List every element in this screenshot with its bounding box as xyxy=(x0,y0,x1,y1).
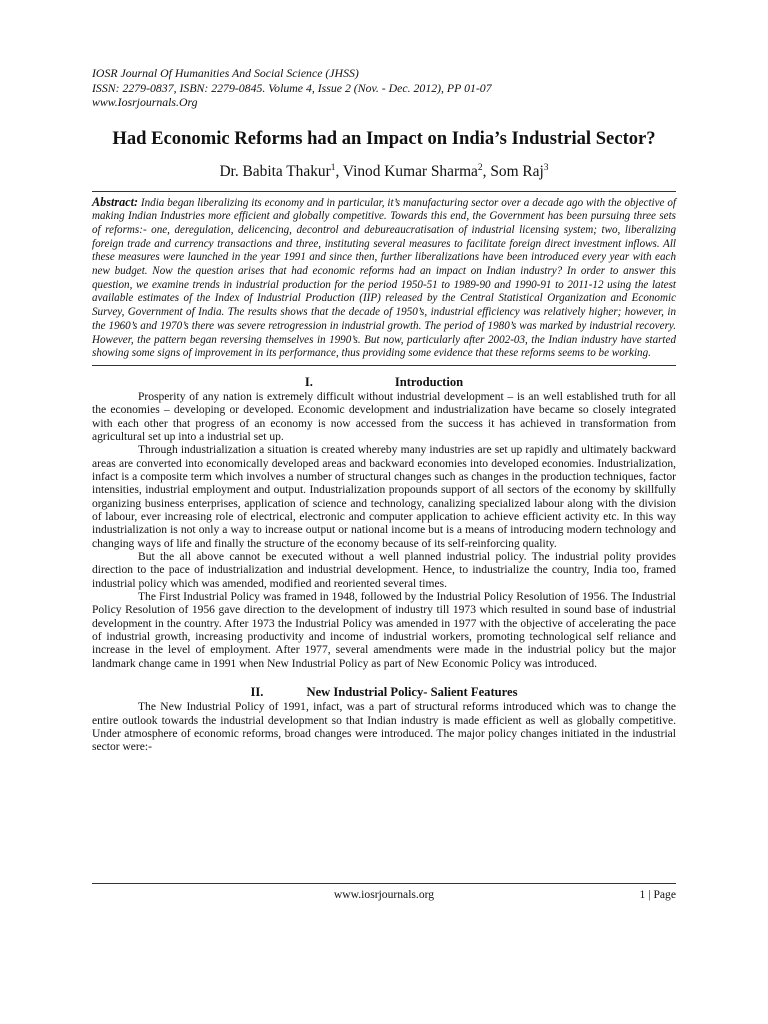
paper-page xyxy=(92,66,676,755)
body-paragraph: The New Industrial Policy of 1991, infact, was a part of structural reforms introduced which was to change the entire outlook towards the industrial development so that Indian industry is made efficient as well as globally competitive. Under atmosphere of economic reforms, broad changes were introduced. The major policy changes initiated in the industrial sector were:- xyxy=(92,701,676,754)
abstract-text: India began liberalizing its economy and in particular, it’s manufacturing sector over a decade ago with the objective of making Indian Industries more efficient and globally competitive. Towards this end, the Government has been pursuing three sets of reforms:- one, deregulation, delicencing, decontrol and debureaucratisation of industrial licensing system; two, liberalizing foreign trade and currency transactions and three, instituting several measures to facilitate foreign direct investment inflows. All these measures were launched in the year 1991 and since then, further liberalizations have been introduced every year with each new budget. Now the question arises that had economic reforms had an impact on Indian industry? In order to answer this question, we examine trends in industrial production for the period 1950-51 to 1989-90 and 1990-91 to 2011-12 using the latest available estimates of the Index of Industrial Production (IIP) released by the Central Statistical Organization and Economic Survey, Government of India. The results shows that the decade of 1950’s, industrial efficiency was relatively higher; however, in the 1960’s and 1970’s there was severe retrogression in industrial growth. The period of 1980’s was marked by industrial recovery. However, the pattern began reversing themselves in 1990’s. But now, particularly after 2002-03, the Indian industry have started showing some signs of improvement in its performance, thus providing some evidence that these reforms seems to be working. xyxy=(92,196,676,360)
author-line xyxy=(92,163,676,181)
body-paragraph: Through industrialization a situation is created whereby many industries are set up rapidly and ultimately backward areas are converted into economically developed areas and backward economies into developed economies. Industrialization, infact is a composite term which involves a number of structural changes such as changes in the production techniques, factor intensities, industrial employment and output. Industrialization propounds support of all sectors of the economy by skillfully organizing business enterprises, application of science and technology, canalizing specialized labour along with the division of labour, ever increasing role of electrical, electronic and computer application to achieve efficient activity etc. In this way industrialization is not only a way to increase output or national income but is a means of introducing modern technology and changing ways of life and finally the structure of the economy because of its self-reinforcing quality. xyxy=(92,444,676,550)
author-name: Som Raj xyxy=(490,162,544,180)
journal-issn: ISSN: 2279-0837, ISBN: 2279-0845. Volume 4, Issue 2 (Nov. - Dec. 2012), PP 01-07 xyxy=(92,80,492,95)
section-heading-new-industrial-policy xyxy=(92,684,676,700)
section-title: New Industrial Policy- Salient Features xyxy=(306,685,518,700)
section-title: Introduction xyxy=(394,374,464,389)
section-number: I. xyxy=(304,374,313,389)
body-paragraph: The First Industrial Policy was framed in 1948, followed by the Industrial Policy Resolution of 1956. The Industrial Policy Resolution of 1956 gave direction to the development of industry till 1973 which resulted in sound base of industrial development in the country. After 1973 the Industrial Policy was amended in 1977 with the objective of accelerating the pace of industrial growth, increasing productivity and income of industrial workers, promoting technological self reliance and increase in the level of employment. After 1977, several amendments were made in the industrial policy but the major landmark change came in 1991 when New Industrial Policy as part of New Economic Policy was introduced. xyxy=(92,591,676,670)
body-paragraph: Prosperity of any nation is extremely difficult without industrial development – is an well established truth for all the economies – developing or developed. Economic development and industrialization have became so closely integrated with each other that progress of an economy is now accessed from the success it has achieved in transformation from agricultural set up into a industrial set up. xyxy=(92,390,676,443)
author-affiliation: 1 xyxy=(330,162,336,173)
section-number: II. xyxy=(250,685,264,700)
abstract-label: Abstract: xyxy=(92,194,139,209)
footer-website: www.iosrjournals.org xyxy=(333,888,435,901)
author-affiliation: 2 xyxy=(477,162,483,173)
abstract-top-rule xyxy=(92,191,676,192)
abstract-bottom-rule xyxy=(92,365,676,366)
journal-website: www.Iosrjournals.Org xyxy=(92,95,198,109)
section-heading-introduction xyxy=(92,374,676,390)
page-footer xyxy=(92,883,676,902)
author-affiliation: 3 xyxy=(543,162,549,173)
body-paragraph: But the all above cannot be executed without a well planned industrial policy. The industrial polity provides direction to the pace of industrialization and industrial development. Hence, to industrialize the country, India too, framed industrial policy which was amended, modified and reoriented several times. xyxy=(92,551,676,590)
author-name: Vinod Kumar Sharma xyxy=(342,162,478,180)
journal-name: IOSR Journal Of Humanities And Social Science (JHSS) xyxy=(92,66,359,80)
author-name: Dr. Babita Thakur xyxy=(219,162,331,180)
author-separator: , xyxy=(335,162,343,180)
page-number: 1 | Page xyxy=(639,888,676,901)
author-separator: , xyxy=(482,162,491,180)
paper-title: Had Economic Reforms had an Impact on India’s Industrial Sector? xyxy=(112,127,656,149)
journal-header xyxy=(92,66,676,110)
abstract xyxy=(92,196,676,365)
